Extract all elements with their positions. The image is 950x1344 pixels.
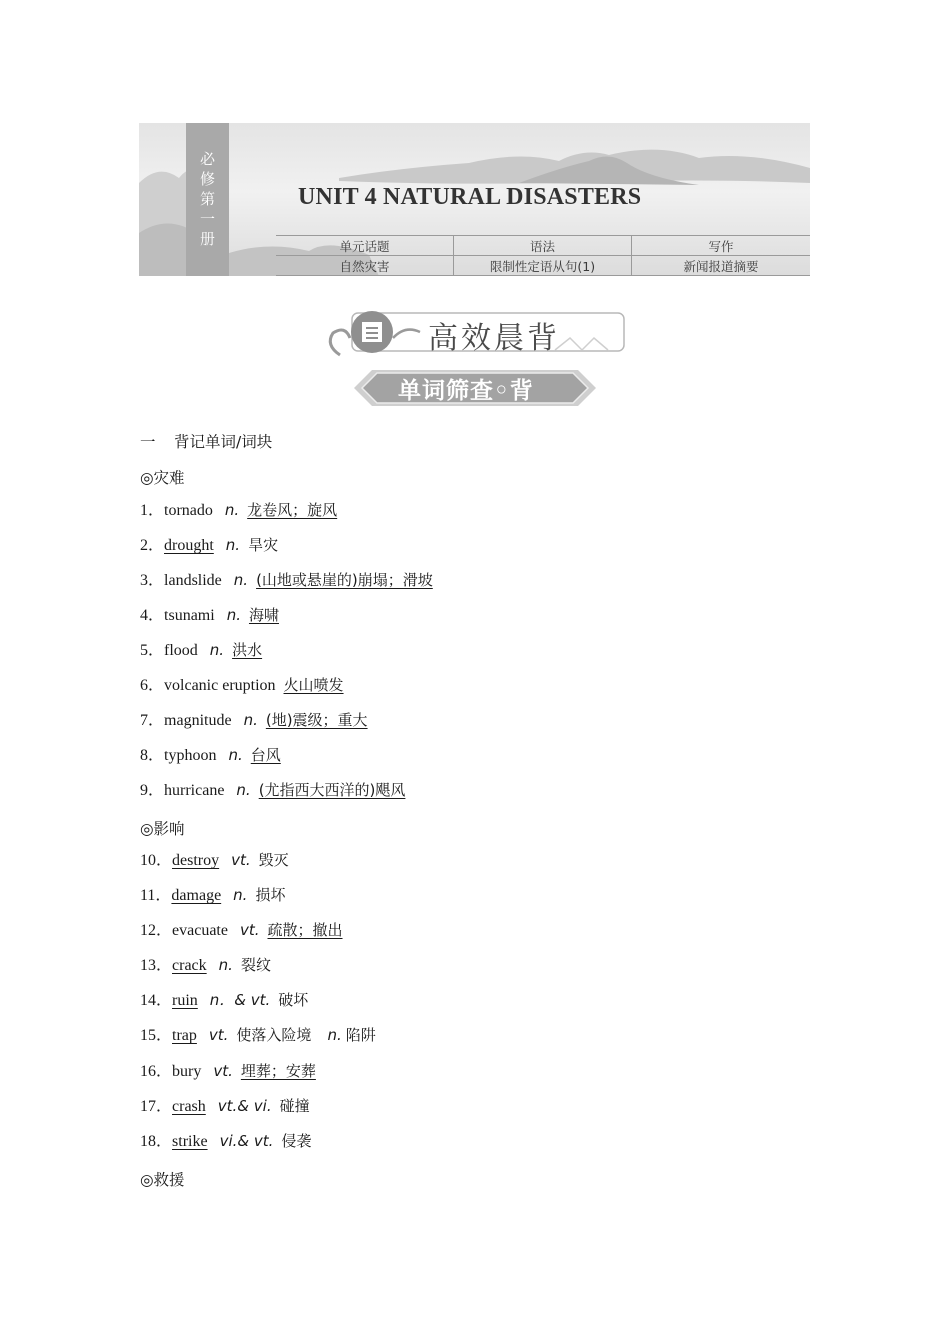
vocab-entry [140,638,262,662]
vocab-entry [140,1094,310,1118]
entry-part-of-speech: n．& vt. [209,991,271,1009]
vocab-entry [140,1129,311,1153]
entry-meaning: 破坏 [278,991,309,1009]
entry-number: 9． [140,782,165,799]
word-filter-heading: 单词筛查◦背 [398,378,534,404]
entry-word: crash [172,1098,206,1115]
vocab-entry [140,603,279,627]
entry-word: hurricane [164,782,225,799]
entry-word: landslide [164,572,222,589]
entry-part-of-speech: n. [225,536,241,554]
entry-number: 10． [140,852,173,869]
entry-meaning: 洪水 [232,641,263,659]
group-rescue: ◎救援 [140,1171,185,1189]
entry-part-of-speech: n. [243,711,258,729]
entry-part-of-speech: n. [327,1026,342,1044]
entry-part-of-speech: n. [226,606,241,624]
vocab-entry [140,953,271,977]
entry-meaning: 埋葬；安葬 [240,1062,316,1080]
entry-number: 1． [140,502,165,519]
entry-meaning: 碰撞 [279,1097,310,1115]
entry-part-of-speech: vt. [208,1026,229,1044]
entry-meaning: 火山喷发 [283,676,344,694]
entry-number: 8． [140,747,165,764]
vocab-entry [140,568,433,592]
entry-meaning: 海啸 [248,606,279,624]
entry-part-of-speech: vt. [213,1062,233,1080]
vocab-entry [140,743,281,767]
entry-word: trap [172,1027,197,1044]
entry-number: 16． [140,1063,173,1080]
entry-number: 15． [140,1027,173,1044]
entry-part-of-speech: n. [233,571,249,589]
entry-number: 7． [140,712,165,729]
vocab-entry [140,1059,316,1083]
entry-meaning: (地)震级；重大 [265,711,368,729]
vocab-entry [140,778,405,802]
entry-part-of-speech: vt. [231,851,251,869]
unit-title: UNIT 4 NATURAL DISASTERS [298,184,642,210]
entry-meaning: 裂纹 [240,956,271,974]
entry-part-of-speech: n. [209,641,225,659]
entry-word: typhoon [164,747,217,764]
entry-number: 2． [140,537,165,554]
entry-meaning: (尤指西大西洋的)飓风 [258,781,406,799]
vocab-entry [140,533,278,557]
group-disaster: ◎灾难 [140,469,185,487]
entry-meaning: 毁灭 [258,851,289,869]
group-effect: ◎影响 [140,820,185,838]
volume-label: 必 修 第 一 册 [199,150,215,248]
entry-word: strike [172,1133,208,1150]
entry-meaning: 疏散；撤出 [267,921,343,939]
entry-part-of-speech: n. [224,501,240,519]
vocab-entry [140,988,308,1012]
vocab-entry [140,673,344,697]
entry-number: 13． [140,957,173,974]
section-title [140,430,272,452]
entry-number: 3． [140,572,165,589]
entry-number: 17． [140,1098,173,1115]
entry-word: magnitude [164,712,232,729]
section-number: 一 [140,433,156,451]
vocab-entry [140,708,368,732]
entry-meaning: 使落入险境 [236,1026,312,1044]
header-ornaments [0,0,950,420]
entry-number: 4． [140,607,165,624]
entry-number: 14． [140,992,173,1009]
entry-part-of-speech: vi.& vt. [219,1132,274,1150]
entry-meaning: 旱灾 [248,536,279,554]
entry-meaning: 台风 [250,746,281,764]
entry-part-of-speech: n. [233,886,248,904]
entry-part-of-speech: n. [218,956,233,974]
entry-word: ruin [172,992,198,1009]
entry-part-of-speech: n. [228,746,243,764]
grammar-value: 限制性定语从句(1) [489,259,596,274]
entry-meaning: 侵袭 [281,1132,312,1150]
section-title-text: 背记单词/词块 [174,433,273,451]
entry-word: damage [171,887,222,904]
entry-word: volcanic eruption [164,677,276,694]
entry-word: bury [172,1063,202,1080]
topic-value: 自然灾害 [339,259,390,274]
entry-number: 18． [140,1133,173,1150]
topic-header: 单元话题 [339,239,390,254]
entry-word: flood [164,642,198,659]
entry-number: 11． [140,887,172,904]
entry-word: tsunami [164,607,215,624]
vocab-entry [140,848,289,872]
entry-number: 6． [140,677,165,694]
writing-header: 写作 [708,239,734,254]
grammar-header: 语法 [529,239,555,254]
entry-number: 5． [140,642,165,659]
vocab-entry [140,883,285,907]
entry-word: evacuate [172,922,228,939]
entry-word: crack [172,957,207,974]
entry-meaning: 损坏 [255,886,286,904]
morning-recitation-heading: 高效晨背 [428,321,560,356]
vocab-entry [140,498,337,522]
entry-word: drought [164,537,214,554]
entry-word: tornado [164,502,213,519]
entry-part-of-speech: vt.& vi. [217,1097,272,1115]
entry-meaning: 龙卷风；旋风 [247,501,338,519]
entry-word: destroy [172,852,220,869]
writing-value: 新闻报道摘要 [683,259,759,274]
vocab-entry [140,1023,376,1047]
entry-meaning: (山地或悬崖的)崩塌；滑坡 [256,571,433,589]
entry-number: 12． [140,922,173,939]
entry-part-of-speech: n. [236,781,251,799]
entry-part-of-speech: vt. [239,921,260,939]
entry-meaning: 陷阱 [345,1026,376,1044]
vocab-entry [140,918,343,942]
